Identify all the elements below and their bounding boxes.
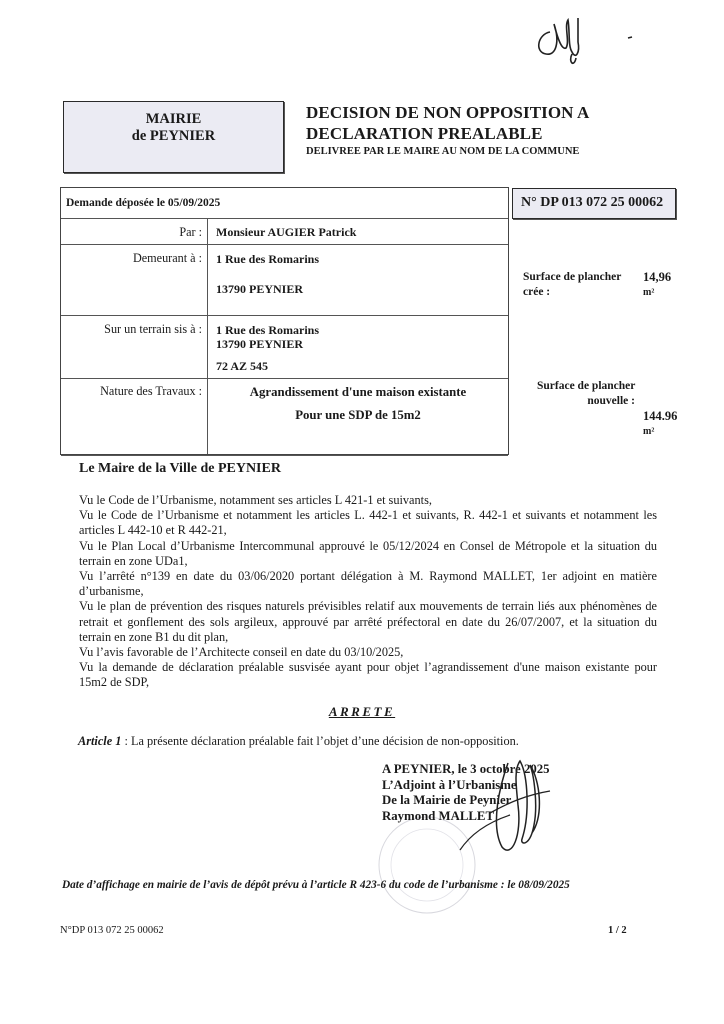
considerants bbox=[79, 493, 657, 691]
surface-creee-label-line2: crée : bbox=[523, 286, 551, 298]
surface-nouvelle-number: 144.96 bbox=[643, 409, 678, 423]
mairie-line1: MAIRIE bbox=[145, 111, 202, 127]
column-divider bbox=[207, 219, 208, 454]
demeurant-line1: 1 Rue des Romarins bbox=[216, 252, 320, 266]
surface-creee-label bbox=[523, 270, 621, 300]
subtitle: DELIVREE PAR LE MAIRE AU NOM DE LA COMMUNE bbox=[306, 146, 580, 157]
article-label: Article 1 bbox=[78, 734, 122, 748]
surface-creee-value bbox=[643, 270, 671, 298]
mairie-box bbox=[63, 101, 284, 173]
title-line2: DECLARATION PREALABLE bbox=[306, 124, 543, 143]
title-line1: DECISION DE NON OPPOSITION A bbox=[306, 103, 590, 122]
maire-heading: Le Maire de la Ville de PEYNIER bbox=[79, 461, 281, 476]
considerant: Vu la demande de déclaration préalable susvisée ayant pour objet l’agrandissement d'une maison existante pour 15m2 de SDP, bbox=[79, 660, 657, 690]
row-nature bbox=[61, 379, 508, 456]
considerant: Vu l’avis favorable de l’Architecte conseil en date du 03/10/2025, bbox=[79, 645, 404, 660]
article-1 bbox=[78, 734, 519, 749]
surface-creee-label-line1: Surface de plancher bbox=[523, 271, 622, 283]
arrete-heading-wrap bbox=[0, 703, 724, 721]
considerant: Vu le plan de prévention des risques naturels prévisibles relatif aux mouvements de terrain liés aux phénomènes de retrait et gonflement des sols argileux, approuvé par arrêté préfectoral en date du 26/07/2007, et la situation du terrain en zone B1 du dit plan, bbox=[79, 599, 657, 644]
nature-label: Nature des Travaux : bbox=[100, 384, 202, 398]
considerant: Vu le Code de l’Urbanisme et notamment les articles L. 442-1 et suivants, R. 442-1 et suivants et notamment les articles L 442-10 et R 442-21, bbox=[79, 508, 657, 538]
row-terrain bbox=[61, 316, 508, 379]
signature-organisation: De la Mairie de Peynier bbox=[382, 793, 512, 807]
nature-line2: Pour une SDP de 15m2 bbox=[295, 408, 421, 422]
page-number: 1 / 2 bbox=[608, 925, 627, 936]
terrain-parcelle: 72 AZ 545 bbox=[216, 359, 269, 373]
handwritten-initials-icon bbox=[528, 12, 638, 72]
affichage-date: Date d’affichage en mairie de l’avis de dépôt prévu à l’article R 423-6 du code de l’urbanisme : le 08/09/2025 bbox=[62, 879, 570, 891]
terrain-line1: 1 Rue des Romarins bbox=[216, 323, 320, 337]
signature-place-date: A PEYNIER, le 3 octobre 2025 bbox=[382, 762, 550, 776]
considerant: Vu l’arrêté n°139 en date du 03/06/2020 portant délégation à M. Raymond MALLET, 1er adjoint en matière d’urbanisme, bbox=[79, 569, 657, 599]
demeurant-line2: 13790 PEYNIER bbox=[216, 282, 304, 296]
document-title-block bbox=[306, 102, 589, 159]
demeurant-label: Demeurant à : bbox=[132, 251, 202, 265]
signature-role: L’Adjoint à l’Urbanisme bbox=[382, 777, 517, 792]
request-info-table bbox=[60, 187, 509, 455]
par-label: Par : bbox=[179, 225, 202, 239]
par-value: Monsieur AUGIER Patrick bbox=[216, 225, 357, 239]
mairie-line2: de PEYNIER bbox=[131, 128, 216, 144]
surface-nouvelle-label-line2: nouvelle : bbox=[587, 395, 635, 407]
arrete-heading: ARRETE bbox=[328, 704, 396, 719]
surface-nouvelle-value bbox=[643, 409, 677, 437]
row-demande bbox=[61, 188, 508, 219]
terrain-label: Sur un terrain sis à : bbox=[104, 322, 202, 336]
dossier-number-box: N° DP 013 072 25 00062 bbox=[512, 188, 676, 219]
row-par bbox=[61, 219, 508, 245]
terrain-line2: 13790 PEYNIER bbox=[216, 337, 304, 351]
demande-date: Demande déposée le 05/09/2025 bbox=[66, 197, 221, 209]
surface-nouvelle-label-line1: Surface de plancher bbox=[537, 380, 636, 392]
surface-creee-number: 14,96 bbox=[643, 270, 672, 284]
considerant: Vu le Plan Local d’Urbanisme Intercommunal approuvé le 05/12/2024 en Consel de Métropole et la situation du terrain en zone UDa1, bbox=[79, 538, 657, 568]
surface-creee-unit: m² bbox=[643, 287, 655, 298]
surface-nouvelle-label bbox=[537, 379, 635, 409]
article-text: : La présente déclaration préalable fait l’objet d’une décision de non-opposition. bbox=[121, 734, 519, 748]
footer-reference: N°DP 013 072 25 00062 bbox=[60, 925, 164, 936]
surface-nouvelle-unit: m² bbox=[643, 426, 655, 437]
signature-name: Raymond MALLET bbox=[382, 808, 494, 823]
considerant: Vu le Code de l’Urbanisme, notamment ses articles L 421-1 et suivants, bbox=[79, 493, 432, 507]
handwritten-signature-icon bbox=[430, 755, 570, 860]
nature-line1: Agrandissement d'une maison existante bbox=[249, 385, 467, 399]
row-demeurant bbox=[61, 245, 508, 316]
